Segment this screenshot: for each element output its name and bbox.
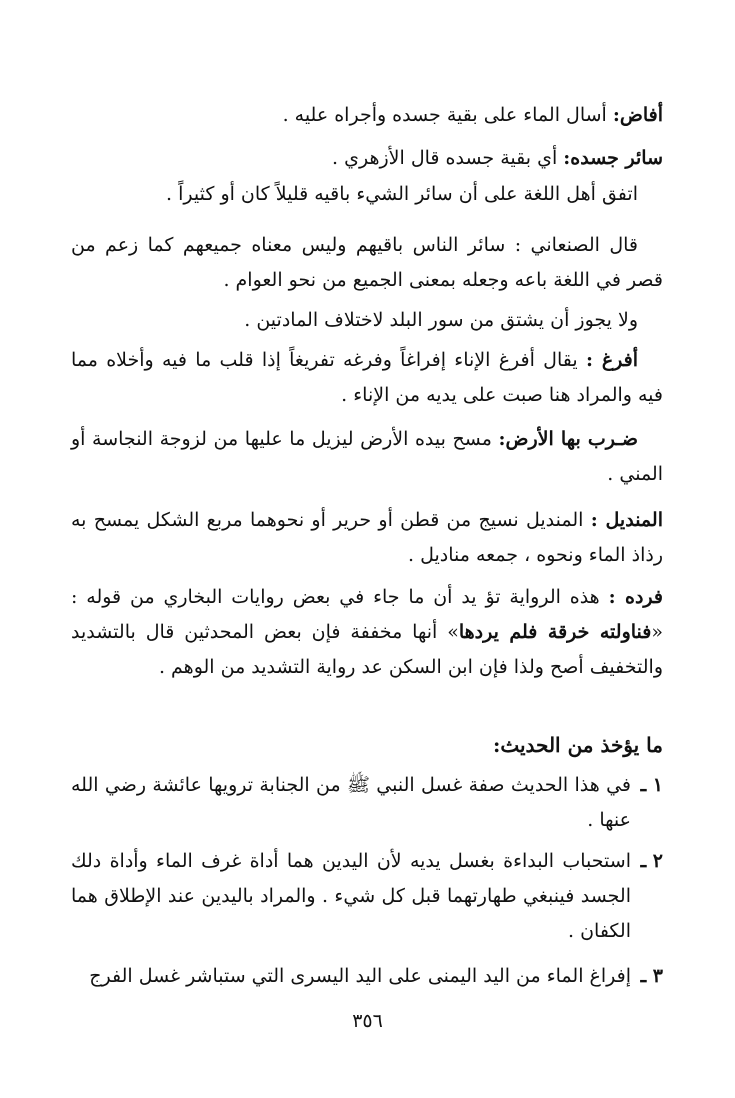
term-fardah: فرده :: [608, 586, 663, 608]
benefit-text: استحباب البداءة بغسل يديه لأن اليدين هما أداة غرف الماء وأداة دلك الجسد فينبغي طهارتهما قبل كل شيء . والمراد باليدين عند الإطلاق هما الكفان .: [71, 850, 631, 942]
note-sanani-text: قال الصنعاني : سائر الناس باقيهم وليس معناه جميعهم كما زعم من قصر في اللغة باعه وجعله بمعنى الجميع من نحو العوام .: [71, 234, 663, 291]
glossary-entry-afragh: [71, 343, 663, 413]
glossary-entry-sair-jasadih: [71, 141, 663, 176]
fardah-text-before: هذه الرواية تؤ يد أن ما جاء في بعض روايات البخاري من قوله : «: [71, 586, 663, 643]
benefit-text: في هذا الحديث صفة غسل النبي ﷺ من الجنابة ترويها عائشة رضي الله عنها .: [71, 774, 631, 831]
note-lughah: [71, 177, 638, 212]
note-sur-al-balad: [71, 303, 638, 338]
note-sur-text: ولا يجوز أن يشتق من سور البلد لاختلاف المادتين .: [244, 309, 638, 331]
glossary-entry-mandil: [71, 503, 663, 573]
note-sanani: [71, 228, 663, 298]
term-afad: أفاض:: [612, 104, 663, 126]
benefit-item: [71, 844, 663, 949]
fardah-quote: فناولته خرقة فلم يردها: [458, 621, 652, 643]
fardah-text-after: » أنها مخففة فإن بعض المحدثين قال بالتشديد والتخفيف أصح ولذا فإن ابن السكن عد رواية التشديد من الوهم .: [71, 621, 663, 678]
page-number: ٣٥٦: [352, 1010, 383, 1032]
term-mandil: المنديل :: [590, 509, 663, 531]
benefit-number: ١ ـ: [640, 774, 663, 796]
benefit-item: [71, 768, 663, 838]
benefit-item: [71, 959, 663, 994]
section-title: ما يؤخذ من الحديث:: [492, 733, 663, 757]
definition-sair-jasadih: أي بقية جسده قال الأزهري .: [332, 147, 564, 169]
glossary-entry-afad: [71, 98, 663, 133]
definition-mandil: المنديل نسيج من قطن أو حرير أو نحوهما مربع الشكل يمسح به رذاذ الماء ونحوه ، جمعه مناديل .: [71, 509, 663, 566]
note-lughah-text: اتفق أهل اللغة على أن سائر الشيء باقيه قليلاً كان أو كثيراً .: [166, 183, 638, 205]
glossary-entry-fardah: [71, 580, 663, 685]
term-daraba: ضـرب بها الأرض:: [498, 428, 638, 450]
benefit-text: إفراغ الماء من اليد اليمنى على اليد اليسرى التي ستباشر غسل الفرج: [89, 965, 631, 987]
benefit-number: ٣ ـ: [640, 965, 663, 987]
benefit-number: ٢ ـ: [640, 850, 663, 872]
definition-afad: أسال الماء على بقية جسده وأجراه عليه .: [282, 104, 613, 126]
definition-daraba: مسح بيده الأرض ليزيل ما عليها من لزوجة النجاسة أو المني .: [71, 428, 663, 485]
definition-afragh: يقال أفرغ الإناء إفراغاً وفرغه تفريغاً إذا قلب ما فيه وأخلاه مما فيه والمراد هنا صبت على يديه من الإناء .: [71, 349, 663, 406]
term-afragh: أفرغ :: [585, 349, 639, 371]
term-sair-jasadih: سائر جسده:: [563, 147, 663, 169]
glossary-entry-daraba: [71, 422, 663, 492]
